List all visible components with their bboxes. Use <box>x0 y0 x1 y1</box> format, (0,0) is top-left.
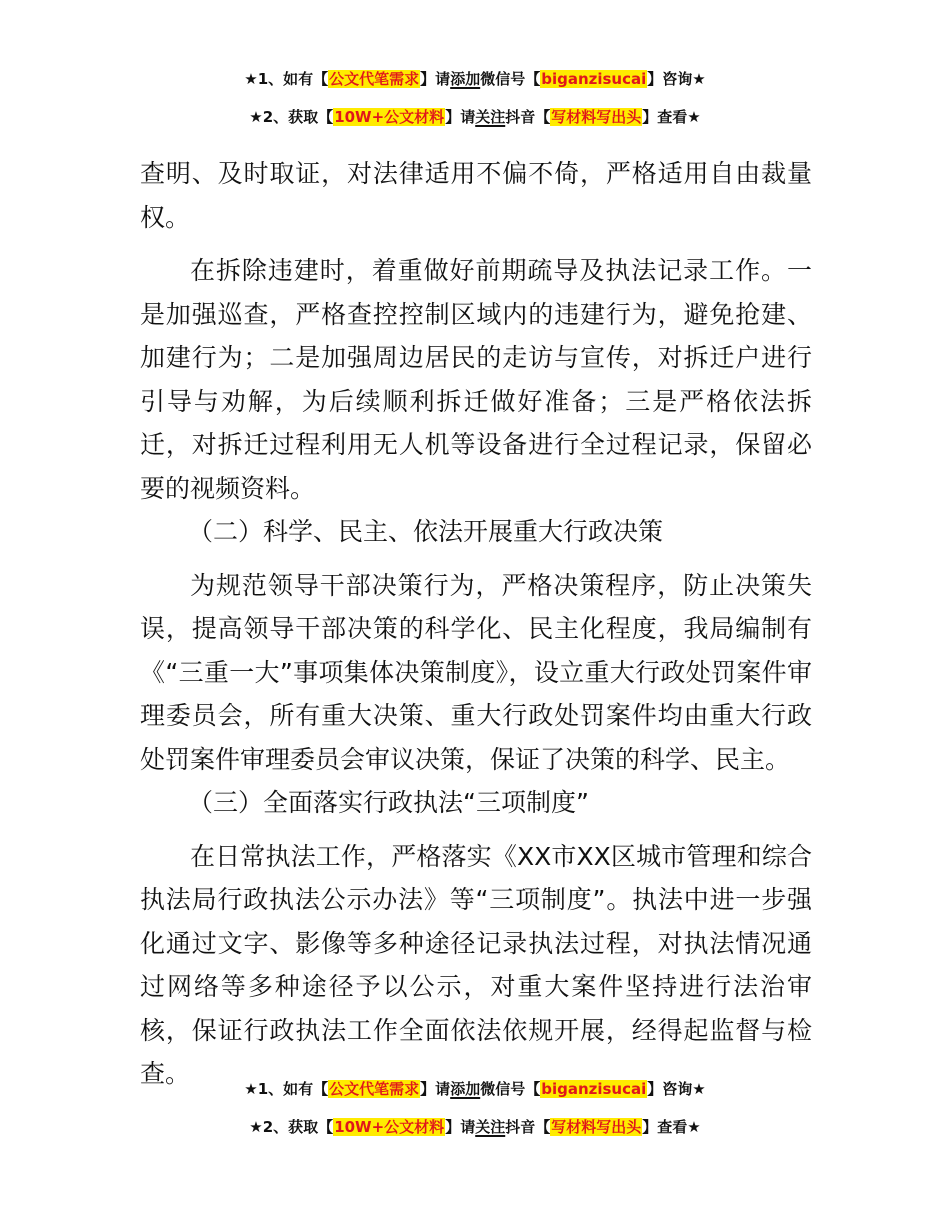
star-icon: ★ <box>244 70 258 88</box>
highlight-materials: 10W+公文材料 <box>334 1118 445 1136</box>
promo-text: 1、如有【 <box>257 70 329 88</box>
promo-text: 2、获取【 <box>262 1118 334 1136</box>
promo-text: 】请 <box>445 108 476 126</box>
promo-text: 抖音【 <box>505 108 551 126</box>
promo-text: 2、获取【 <box>262 108 334 126</box>
promo-text: 微信号【 <box>480 70 541 88</box>
promo-text: 】查看★ <box>642 108 701 126</box>
document-body <box>140 152 812 1096</box>
section-heading-2: （二）科学、民主、依法开展重大行政决策 <box>188 517 664 546</box>
highlight-service: 公文代笔需求 <box>329 70 420 88</box>
promo-line-1-bottom <box>0 1078 950 1100</box>
highlight-service: 公文代笔需求 <box>329 1080 420 1098</box>
highlight-douyin-account: 写材料写出头 <box>551 1118 642 1136</box>
underlined-add: 添加 <box>450 70 481 88</box>
promo-text: 】咨询★ <box>647 70 706 88</box>
promo-text: 1、如有【 <box>257 1080 329 1098</box>
star-icon: ★ <box>249 1118 263 1136</box>
underlined-follow: 关注 <box>475 1118 506 1136</box>
highlight-douyin-account: 写材料写出头 <box>551 108 642 126</box>
promo-text: 】请 <box>420 70 451 88</box>
promo-text: 微信号【 <box>480 1080 541 1098</box>
section-heading-3: （三）全面落实行政执法“三项制度” <box>188 788 589 817</box>
promo-text: 】查看★ <box>642 1118 701 1136</box>
highlight-wechat-id: biganzisucai <box>541 1080 647 1098</box>
underlined-add: 添加 <box>450 1080 481 1098</box>
promo-line-1-top <box>0 68 950 90</box>
promo-text: 】咨询★ <box>647 1080 706 1098</box>
promo-line-2-bottom <box>0 1116 950 1138</box>
highlight-wechat-id: biganzisucai <box>541 70 647 88</box>
star-icon: ★ <box>249 108 263 126</box>
promo-text: 抖音【 <box>505 1118 551 1136</box>
paragraph-decision: 为规范领导干部决策行为，严格决策程序，防止决策失误，提高领导干部决策的科学化、民主化程度，我局编制有《“三重一大”事项集体决策制度》，设立重大行政处罚案件审理委员会，所有重大决策、重大行政处罚案件均由重大行政处罚案件审理委员会审议决策，保证了决策的科学、民主。 <box>140 570 812 774</box>
promo-line-2-top <box>0 106 950 128</box>
promo-text: 】请 <box>420 1080 451 1098</box>
paragraph-enforcement: 在日常执法工作，严格落实《XX市XX区城市管理和综合执法局行政执法公示办法》等“三项制度”。执法中进一步强化通过文字、影像等多种途径记录执法过程，对执法情况通过网络等多种途径予以公示，对重大案件坚持进行法治审核，保证行政执法工作全面依法依规开展，经得起监督与检查。 <box>140 841 812 1088</box>
promo-text: 】请 <box>445 1118 476 1136</box>
highlight-materials: 10W+公文材料 <box>334 108 445 126</box>
star-icon: ★ <box>244 1080 258 1098</box>
paragraph-demolition: 在拆除违建时，着重做好前期疏导及执法记录工作。一是加强巡查，严格查控控制区域内的违建行为，避免抢建、加建行为；二是加强周边居民的走访与宣传，对拆迁户进行引导与劝解，为后续顺利拆迁做好准备；三是严格依法拆迁，对拆迁过程利用无人机等设备进行全过程记录，保留必要的视频资料。 <box>140 256 812 503</box>
underlined-follow: 关注 <box>475 108 506 126</box>
paragraph-continued: 查明、及时取证，对法律适用不偏不倚，严格适用自由裁量权。 <box>140 159 812 232</box>
